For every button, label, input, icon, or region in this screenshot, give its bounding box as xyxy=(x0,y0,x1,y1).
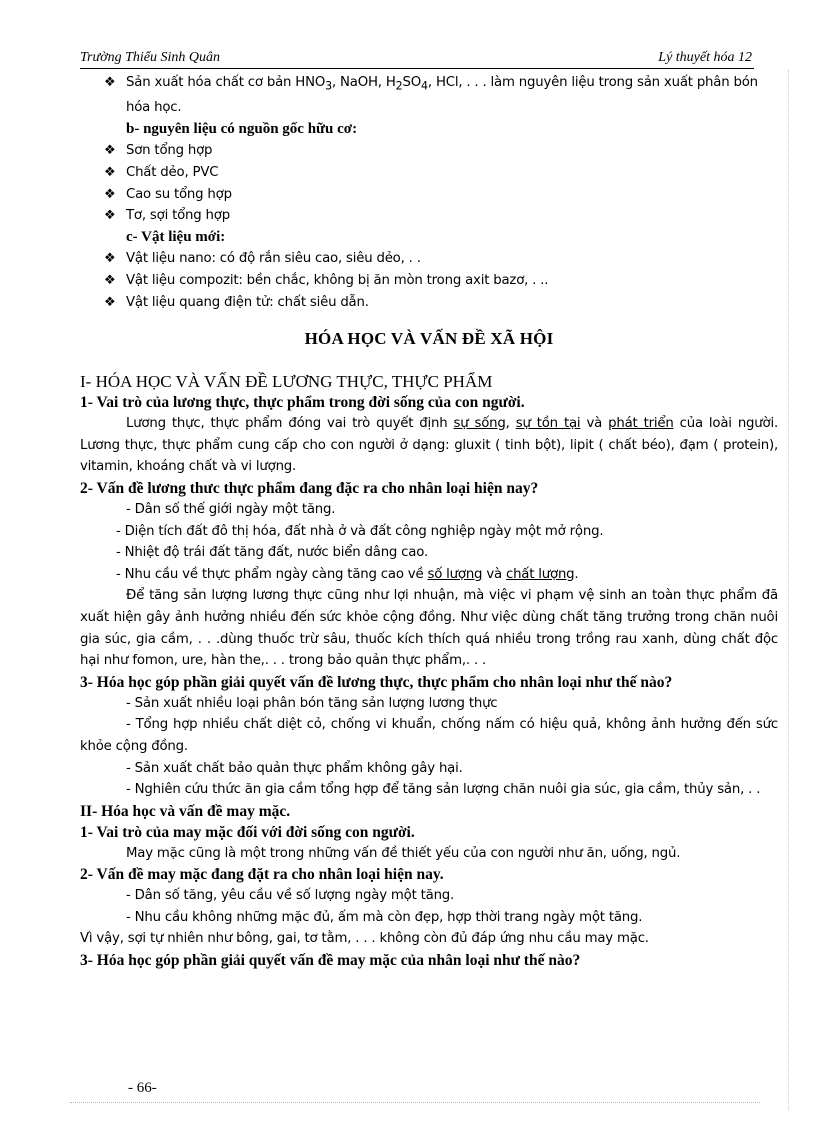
bullet-item: ❖ Tơ, sợi tổng hợp xyxy=(80,205,778,227)
question-heading: 1- Vai trò của lương thực, thực phẩm trong đời sống của con người. xyxy=(80,394,525,412)
dash-item: - Nhu cầu không những mặc đủ, ấm mà còn đẹp, hợp thời trang ngày một tăng. xyxy=(126,909,643,925)
dash-item: - Dân số thế giới ngày một tăng. xyxy=(126,501,336,517)
dash-item: - Nhiệt độ trái đất tăng đất, nước biển dâng cao. xyxy=(116,545,428,561)
page-content xyxy=(80,72,778,971)
dash-item: - Sản xuất chất bảo quản thực phẩm không gây hại. xyxy=(126,760,463,776)
diamond-bullet-icon: ❖ xyxy=(104,208,116,224)
bullet-item: ❖ Cao su tổng hợp xyxy=(80,184,778,206)
paragraph: Vì vậy, sợi tự nhiên như bông, gai, tơ tằm, . . . không còn đủ đáp ứng nhu cầu may mặc. xyxy=(80,931,649,947)
bullet-item: ❖ Sản xuất hóa chất cơ bản $HNO_3$, NaOH, $H_2SO_4$, HCl, . . . làm nguyên liệu trong sản xuất phân bón hóa học. xyxy=(80,72,778,119)
page-edge xyxy=(788,70,791,1110)
bullet-item: ❖ Vật liệu quang điện tử: chất siêu dẫn. xyxy=(80,292,778,314)
paragraph: Lương thực, thực phẩm đóng vai trò quyết định sự sống, sự tồn tại và phát triển của loài người. Lương thực, thực phẩm cung cấp cho con người ở dạng: gluxit ( tinh bột), lipit ( chất béo), đạm ( protein), vitamin, khoáng chất và vi lượng. xyxy=(80,416,778,475)
diamond-bullet-icon: ❖ xyxy=(104,75,116,90)
section-heading: II- Hóa học và vấn đề may mặc. xyxy=(80,802,291,820)
header-subject: Lý thuyết hóa 12 xyxy=(658,50,752,65)
question-heading: 2- Vấn đề lương thưc thực phẩm đang đặc ra cho nhân loại hiện nay? xyxy=(80,479,539,497)
bullet-item: ❖ Chất dẻo, PVC xyxy=(80,162,778,184)
subsection-heading: b- nguyên liệu có nguồn gốc hữu cơ: xyxy=(126,120,358,137)
dash-item: - Diện tích đất đô thị hóa, đất nhà ở và đất công nghiệp ngày một mở rộng. xyxy=(116,523,604,539)
section-heading: I- HÓA HỌC VÀ VẤN ĐỀ LƯƠNG THỰC, THỰC PHẨM xyxy=(80,372,493,392)
bullet-item: ❖ Sơn tổng hợp xyxy=(80,140,778,162)
dash-item: - Sản xuất nhiều loại phân bón tăng sản lượng lương thực xyxy=(126,695,498,711)
page-number: - 66- xyxy=(128,1080,157,1096)
dash-item: - Dân số tăng, yêu cầu về số lượng ngày một tăng. xyxy=(126,888,455,904)
question-heading: 2- Vấn đề may mặc đang đặt ra cho nhân loại hiện nay. xyxy=(80,866,444,884)
diamond-bullet-icon: ❖ xyxy=(104,186,116,202)
bullet-item: ❖ Vật liệu compozit: bền chắc, không bị ăn mòn trong axit bazơ, . .. xyxy=(80,270,778,292)
dash-item: - Nhu cầu về thực phẩm ngày càng tăng cao về số lượng và chất lượng. xyxy=(116,566,579,582)
diamond-bullet-icon: ❖ xyxy=(104,294,116,310)
dash-item: - Nghiên cứu thức ăn gia cầm tổng hợp để tăng sản lượng chăn nuôi gia súc, gia cầm, thủy sản, . . xyxy=(126,782,761,798)
question-heading: 3- Hóa học góp phần giải quyết vấn đề may mặc của nhân loại như thế nào? xyxy=(80,952,581,970)
bullet-item: ❖ Vật liệu nano: có độ rắn siêu cao, siêu dẻo, . . xyxy=(80,248,778,270)
dash-item: - Tổng hợp nhiều chất diệt cỏ, chống vi khuẩn, chống nấm có hiệu quả, không ảnh hưởng đến sức khỏe cộng đồng. xyxy=(80,717,778,754)
header-school: Trường Thiểu Sinh Quân xyxy=(80,50,220,65)
diamond-bullet-icon: ❖ xyxy=(104,165,116,181)
diamond-bullet-icon: ❖ xyxy=(104,143,116,159)
question-heading: 3- Hóa học góp phần giải quyết vấn đề lương thực, thực phẩm cho nhân loại như thế nào? xyxy=(80,673,673,691)
question-heading: 1- Vai trò của may mặc đối với đời sống con người. xyxy=(80,823,415,841)
diamond-bullet-icon: ❖ xyxy=(104,273,116,288)
paragraph: May mặc cũng là một trong những vấn đề thiết yếu của con người như ăn, uống, ngủ. xyxy=(126,845,681,861)
paragraph: Để tăng sản lượng lương thực cũng như lợi nhuận, mà việc vi phạm vệ sinh an toàn thực phẩm đã xuất hiện gây ảnh hưởng nhiều đến sức khỏe cộng đồng. Như việc dùng chất tăng trưởng trong chăn nuôi gia súc, gia cầm, . . .dùng thuốc trừ sâu, thuốc kích thích quá nhiều trong trồng rau xanh, dùng chất độc hại như fomon, ure, hàn the,. . . trong bảo quản thực phẩm,. . . xyxy=(80,588,778,669)
chapter-title: HÓA HỌC VÀ VẤN ĐỀ XÃ HỘI xyxy=(304,329,554,349)
diamond-bullet-icon: ❖ xyxy=(104,251,116,267)
footer-divider xyxy=(70,1102,760,1103)
page-header xyxy=(80,50,754,69)
subsection-heading: c- Vật liệu mới: xyxy=(126,228,226,245)
